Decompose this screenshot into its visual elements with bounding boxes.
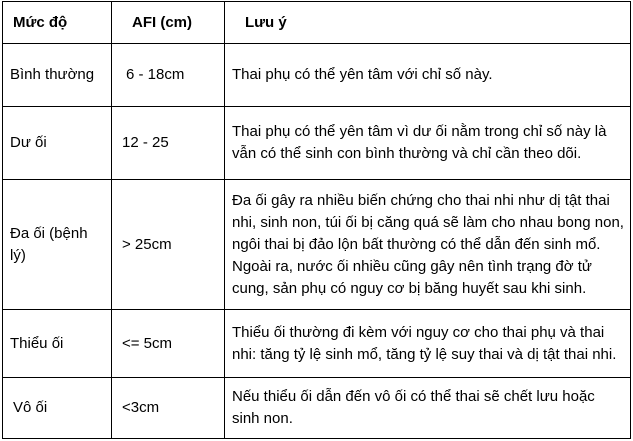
afi-cell: <= 5cm — [112, 310, 225, 378]
level-cell: Thiểu ối — [3, 310, 112, 378]
table-row — [3, 378, 631, 439]
header-note: Lưu ý — [225, 2, 631, 44]
level-cell: Bình thường — [3, 44, 112, 107]
note-cell: Đa ối gây ra nhiều biến chứng cho thai nhi như dị tật thai nhi, sinh non, túi ối bị căng quá sẽ làm cho nhau bong non, ngôi thai bị đảo lộn bất thường có thể dẫn đến sinh mổ. Ngoài ra, nước ối nhiều cũng gây nên tình trạng đờ tử cung, sản phụ có nguy cơ bị băng huyết sau khi sinh. — [225, 180, 631, 310]
afi-cell: <3cm — [112, 378, 225, 439]
header-afi: AFI (cm) — [112, 2, 225, 44]
note-cell: Thai phụ có thể yên tâm với chỉ số này. — [225, 44, 631, 107]
table-row — [3, 310, 631, 378]
level-cell: Vô ối — [3, 378, 112, 439]
note-cell: Thai phụ có thể yên tâm vì dư ối nằm trong chỉ số này là vẫn có thể sinh con bình thường và chỉ cần theo dõi. — [225, 107, 631, 180]
amniotic-fluid-index-table — [2, 1, 631, 439]
table-row — [3, 44, 631, 107]
note-cell: Nếu thiểu ối dẫn đến vô ối có thể thai sẽ chết lưu hoặc sinh non. — [225, 378, 631, 439]
afi-cell: 6 - 18cm — [112, 44, 225, 107]
afi-cell: 12 - 25 — [112, 107, 225, 180]
header-level: Mức độ — [3, 2, 112, 44]
level-cell: Đa ối (bệnh lý) — [3, 180, 112, 310]
afi-cell: > 25cm — [112, 180, 225, 310]
table-row — [3, 107, 631, 180]
table-row — [3, 180, 631, 310]
level-cell: Dư ối — [3, 107, 112, 180]
note-cell: Thiểu ối thường đi kèm với nguy cơ cho thai phụ và thai nhi: tăng tỷ lệ sinh mổ, tăng tỷ lệ suy thai và dị tật thai nhi. — [225, 310, 631, 378]
table-header-row — [3, 2, 631, 44]
